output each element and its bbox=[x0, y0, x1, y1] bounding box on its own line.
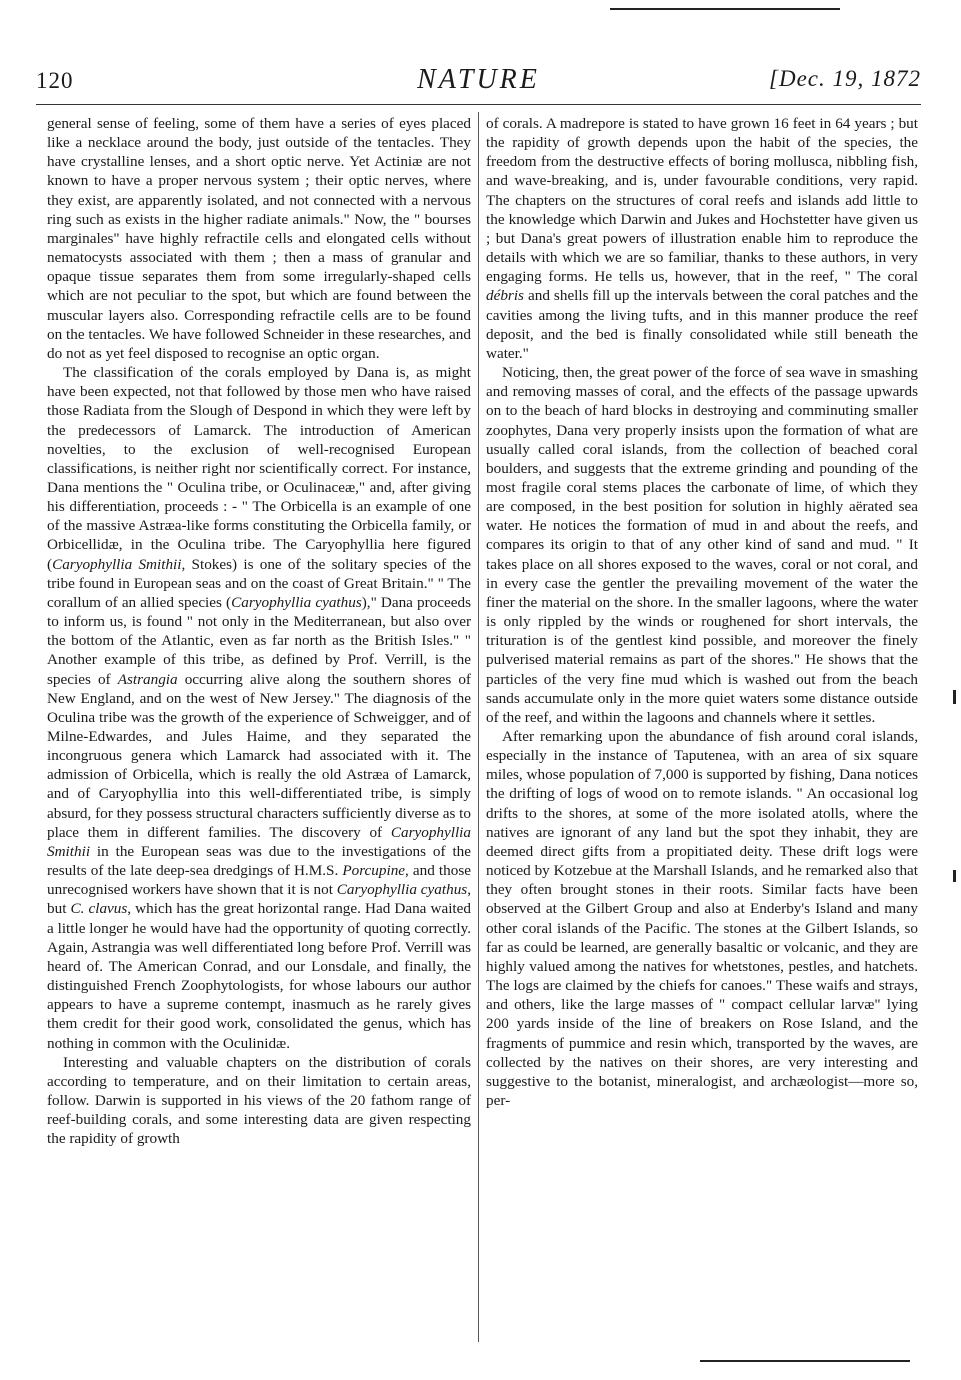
scan-edge-mark bbox=[953, 690, 956, 704]
right-column bbox=[486, 114, 918, 1110]
column-divider bbox=[478, 112, 479, 1342]
italic-text: Astrangia bbox=[117, 670, 178, 688]
left-column bbox=[47, 114, 471, 1148]
paragraph: After remarking upon the abundance of fish around coral islands, especially in the instance of Taputenea, with an area of six square miles, whose population of 7,000 is supported by fishing, Dana notices the drifting of logs of wood on to remote islands. " An occasional log drifts to the shores, at some of the more isolated atolls, where the natives are ignorant of any land but the spot they inhabit, they are deemed direct gifts from a propitiated deity. These drift logs were noticed by Kotzebue at the Marshall Islands, and he remarked also that they often brought stones in their roots. Similar facts have been observed at the Gilbert Group and also at Enderby's Island and many other coral islands of the Pacific. The stones at the Gilbert Islands, so far as could be learned, are generally basaltic or volcanic, and they are highly valued among the natives for whetstones, pestles, and hatchets. The logs are claimed by the chiefs for canoes." These waifs and strays, and others, like the large masses of " compact cellular larvæ" lying 200 yards inside of the line of breakers on Rose Island, and the fragments of pummice and resin which, transported by the waves, are collected by the natives on their shores, are very interesting and suggestive to the botanist, mineralogist, and archæologist—more so, per- bbox=[486, 728, 918, 1109]
italic-text: Caryophyllia cyathus bbox=[231, 593, 362, 611]
paragraph: Noticing, then, the great power of the force of sea wave in smashing and removing masses of coral, and the effects of the passage upwards on to the beach of hard blocks in destroying and comminuting smaller zoophytes, Dana very properly insists upon the formation of what are usually called coral islands, from the collection of beached coral boulders, and suggests that the extreme grinding and pounding of the most fragile coral stems places the carbonate of lime, of which they are composed, in the best position for solution in highly aërated sea water. He notices the formation of mud in and about the reefs, and compares its origin to that of any other kind of sand and mud. " It takes place on all shores exposed to the waves, coral or not coral, and in every case the gentler the prevailing movement of the water the finer the material on the shore. In the smaller lagoons, where the water is only rippled by the winds or roughened for short intervals, the trituration is of the gentlest kind possible, and moreover the finely pulverised material remains as part of the shores." He shows that the particles of the very fine mud which is washed out from the beach sands accumulate only in the more quiet waters some distance outside of the reef, and within the lagoons and channels where it settles. bbox=[486, 364, 918, 726]
scan-edge-mark bbox=[953, 870, 956, 882]
italic-text: Caryophyllia Smithii bbox=[47, 823, 471, 860]
journal-title: NATURE bbox=[417, 64, 540, 95]
page-number: 120 bbox=[36, 68, 74, 93]
italic-text: débris bbox=[486, 287, 524, 305]
page-header bbox=[36, 64, 921, 100]
top-rule bbox=[610, 8, 840, 10]
italic-text: Caryophyllia cyathus bbox=[336, 881, 468, 899]
paragraph: general sense of feeling, some of them have a series of eyes placed like a necklace around the body, just outside of the tentacles. They have crystalline lenses, and a short optic nerve. Yet Actiniæ are not known to have a proper nervous system ; their optic nerves, where they exist, are apparently isolated, and not connected with a nervous ring such as exists in the higher radiate animals." Now, the " bourses marginales" have highly refractile cells and elongated cells without nematocysts associated with them ; then a mass of granular and opaque tissue separates them from some irregularly-shaped cells which are not peculiar to the spot, but which are found between the muscular layers also. Corresponding refractile cells are to be found on the tentacles. We have followed Schneider in these researches, and do not as yet feel disposed to recognise an optic organ. bbox=[47, 115, 471, 362]
italic-text: Caryophyllia Smithii bbox=[52, 555, 182, 573]
italic-text: Porcupine bbox=[342, 862, 406, 880]
paragraph: The classification of the corals employed by Dana is, as might have been expected, not that followed by those men who have raised those Radiata from the Slough of Despond in which they were left by the predecessors of Lamarck. The introduction of American novelties, to the exclusion of well-recognised European classifications, is neither right nor scientifically correct. For instance, Dana mentions the " Oculina tribe, or Oculinaceæ," and, after giving his differentiation, proceeds : - " The Orbicella is an example of one of the massive Astræa-like forms constituting the Orbicella family, or Orbicellidæ, in the Oculina tribe. The Caryophyllia here figured (Caryophyllia Smithii, Stokes) is one of the solitary species of the tribe found in European seas and on the coast of Great Britain." " The corallum of an allied species (Caryophyllia cyathus)," Dana proceeds to inform us, is found " not only in the Mediterranean, but also over the bottom of the Atlantic, even as far north as the British Isles." " Another example of this tribe, as defined by Prof. Verrill, is the species of Astrangia occurring alive along the southern shores of New England, and on the west of New Jersey." The diagnosis of the Oculina tribe was the growth of the experience of Schweigger, and of Milne-Edwardes, and Jules Haime, and they separated the incongruous genera which Lamarck had associated with it. The admission of Orbicella, which is really the old Astræa of Lamarck, and of Caryophyllia into this well-differentiated tribe, is simply absurd, for they possess structural characters sufficiently diverse as to place them in different families. The discovery of Caryophyllia Smithii in the European seas was due to the investigations of the results of the late deep-sea dredgings of H.M.S. Porcupine, and those unrecognised workers have shown that it is not Caryophyllia cyathus, but C. clavus, which has the great horizontal range. Had Dana waited a little longer he would have had the opportunity of quoting correctly. Again, Astrangia was well differentiated long before Prof. Verrill was heard of. The American Conrad, and our Lonsdale, and finally, the distinguished French Zoophytologists, for whose labours our author appears to have a supreme contempt, inasmuch as he rarely gives them credit for their good work, consolidated the genus, which has nothing in common with the Oculinidæ. bbox=[47, 364, 471, 1052]
bottom-rule bbox=[700, 1360, 910, 1362]
paragraph: of corals. A madrepore is stated to have grown 16 feet in 64 years ; but the rapidity of growth depends upon the habit of the species, the freedom from the destructive effects of boring mollusca, nibbling fish, and wave-breaking, and is, under favourable conditions, very rapid. The chapters on the structures of coral reefs and islands add little to the knowledge which Darwin and Jukes and Hochstetter have given us ; but Dana's great powers of illustration enable him to reproduce the details with which we are so familiar, thanks to these authors, in very engaging forms. He tells us, however, that in the reef, " The coral débris and shells fill up the intervals between the coral patches and the cavities among the living tufts, and in this manner produce the reef deposit, and the bed is finally consolidated while still beneath the water." bbox=[486, 115, 918, 362]
italic-text: C. clavus bbox=[70, 900, 128, 918]
issue-date: [Dec. 19, 1872 bbox=[769, 66, 921, 91]
paragraph: Interesting and valuable chapters on the distribution of corals according to temperature, and on their limitation to certain areas, follow. Darwin is supported in his views of the 20 fathom range of reef-building corals, and some interesting data are given respecting the rapidity of growth bbox=[47, 1053, 471, 1148]
header-rule bbox=[36, 104, 921, 105]
